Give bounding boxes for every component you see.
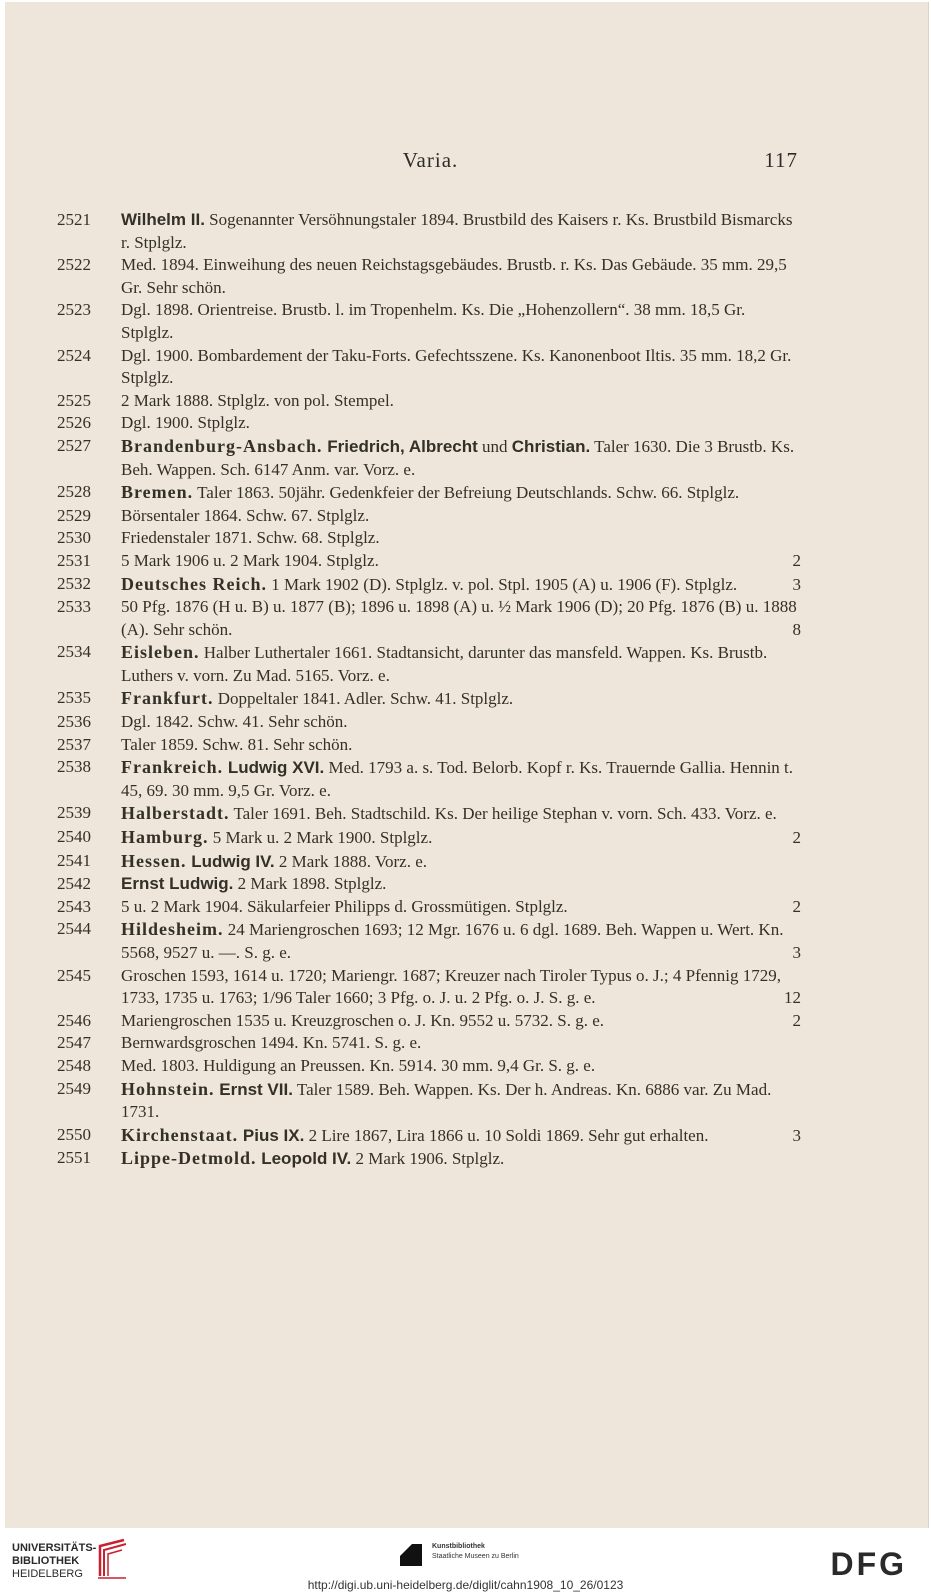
entry-text [121,254,801,299]
entry-price: 3 [792,1125,801,1145]
entry-description: Taler 1859. Schw. 81. Sehr schön. [121,734,353,754]
entry-text [121,1010,801,1033]
entry-price: 8 [792,619,801,639]
entry-subheading: Christian. [511,436,591,456]
entry-description: Groschen 1593, 1614 u. 1720; Mariengr. 1687; Kreuzer nach Tiroler Typus o. J.; 4 Pfennig 1729, 1733, 1735 u. 1763; 1/96 Taler 1660; 3 Pfg. o. J. u. 2 Pfg. o. J. S. g. e. [121,965,782,1008]
catalog-entry [57,550,801,573]
entry-text [121,873,801,896]
entry-text [121,390,801,413]
entry-text [121,299,801,344]
entry-heading: Wilhelm II. [121,210,205,229]
dfg-logo[interactable]: DFG [830,1546,907,1582]
entry-description: und [477,436,512,456]
entry-description: Taler 1691. Beh. Stadtschild. Ks. Der heilige Stephan v. vorn. Sch. 433. Vorz. e. [229,804,777,824]
catalog-entry [57,527,801,550]
entry-text [121,826,801,850]
entry-heading: Brandenburg-Ansbach. [121,435,323,456]
catalog-entry [57,826,801,850]
entry-text [121,412,801,435]
entry-number: 2541 [57,850,91,870]
catalog-entry [57,1055,801,1078]
catalog-entry [57,873,801,896]
entry-text [121,918,801,964]
catalog-entry [57,918,801,964]
ub-line1: UNIVERSITÄTS- [12,1542,97,1554]
entry-number: 2527 [57,435,91,455]
entry-heading: Ernst Ludwig. [121,874,234,894]
catalog-entry [57,756,801,802]
page-title: Varia. [402,148,459,172]
entry-number: 2548 [57,1055,91,1075]
entry-number: 2530 [57,528,91,548]
entry-subheading: Friedrich, Albrecht [322,436,478,456]
catalog-entry [57,1078,801,1124]
entry-description: Sogenannter Versöhnungstaler 1894. Brustbild des Kaisers r. Ks. Brustbild Bismarcks r. Stplglz. [121,210,793,252]
entry-number: 2526 [57,413,91,433]
catalog-entry [57,345,801,390]
entry-description: Dgl. 1898. Orientreise. Brustb. l. im Tropenhelm. Ks. Die „Hohenzollern“. 38 mm. 18,5 Gr. Stplglz. [121,300,746,342]
entry-number: 2551 [57,1148,91,1168]
catalog-entry [57,209,801,254]
catalog-entry [57,573,801,597]
entry-heading: Hamburg. [121,827,209,848]
entry-text [121,527,801,550]
entry-number: 2538 [57,757,91,777]
entry-description: Dgl. 1900. Stplglz. [121,413,250,433]
entry-price: 2 [792,1010,801,1030]
entry-number: 2532 [57,573,91,593]
entry-description: 1 Mark 1902 (D). Stplglz. v. pol. Stpl. 1905 (A) u. 1906 (F). Stplglz. [266,574,738,594]
catalog-entry [57,641,801,687]
ub-line2: BIBLIOTHEK [12,1555,80,1567]
ub-heidelberg-logo-icon[interactable] [94,1536,132,1582]
entry-description: Med. 1894. Einweihung des neuen Reichstagsgebäudes. Brustb. r. Ks. Das Gebäude. 35 mm. 29,5 Gr. Sehr schön. [121,255,787,297]
scanned-page [5,2,929,1528]
catalog-entry [57,711,801,734]
entry-number: 2522 [57,255,91,275]
footer-bar [0,1528,931,1594]
entry-number: 2521 [57,210,91,229]
entry-text [121,209,801,254]
entry-heading: Bremen. [121,482,194,503]
entry-price: 3 [792,943,801,962]
entry-subheading: Pius IX. [238,1125,305,1145]
entry-text [121,1124,801,1148]
entry-subheading: Leopold IV. [256,1149,352,1169]
entry-number: 2535 [57,688,91,708]
page-number: 117 [764,148,798,172]
catalog-entry [57,505,801,528]
entry-description: 5 Mark u. 2 Mark 1900. Stplglz. [208,828,433,848]
entry-subheading: Ernst VII. [214,1079,293,1099]
catalog-entry [57,734,801,757]
catalog-entry [57,1010,801,1033]
entry-heading: Frankfurt. [121,688,214,709]
catalog-entry [57,481,801,505]
entry-description: 2 Mark 1888. Vorz. e. [274,851,428,871]
catalog-entry [57,1124,801,1148]
entry-text [121,435,801,481]
catalog-entry [57,1032,801,1055]
ub-line3: HEIDELBERG [12,1568,83,1580]
entry-text [121,550,801,573]
catalog-entry [57,435,801,481]
entry-description: Friedenstaler 1871. Schw. 68. Stplglz. [121,528,380,548]
entry-description: 5 u. 2 Mark 1904. Säkularfeier Philipps d. Grossmütigen. Stplglz. [121,896,568,916]
entry-text [121,573,801,597]
permalink-url[interactable]: http://digi.ub.uni-heidelberg.de/diglit/cahn1908_10_26/0123 [307,1578,624,1592]
entry-description: 5 Mark 1906 u. 2 Mark 1904. Stplglz. [121,550,379,570]
entry-description: Mariengroschen 1535 u. Kreuzgroschen o. J. Kn. 9552 u. 5732. S. g. e. [121,1010,604,1030]
entry-text [121,481,801,505]
kunstbibliothek-label [432,1542,519,1562]
entry-number: 2525 [57,390,91,410]
catalog-entry [57,254,801,299]
entry-description: Bernwardsgroschen 1494. Kn. 5741. S. g. e. [121,1033,422,1053]
entry-text [121,1078,801,1124]
ub-heidelberg-label[interactable] [12,1542,96,1581]
entry-text [121,505,801,528]
entry-number: 2544 [57,919,91,939]
entry-description: Taler 1589. Beh. Wappen. Ks. Der h. Andreas. Kn. 6886 var. Zu Mad. 1731. [121,1079,772,1122]
kb-line1: Kunstbibliothek [432,1543,485,1550]
entry-number: 2543 [57,896,91,916]
entry-number: 2539 [57,803,91,823]
entry-heading: Hohnstein. [121,1078,215,1099]
entry-text [121,756,801,802]
entry-description: Börsentaler 1864. Schw. 67. Stplglz. [121,505,370,525]
entry-description: 24 Mariengroschen 1693; 12 Mgr. 1676 u. 6 dgl. 1689. Beh. Wappen u. Wert. Kn. 5568, 9527 u. —. S. g. e. [121,920,784,962]
entry-text [121,596,801,641]
entry-number: 2546 [57,1010,91,1030]
entry-text [121,802,801,826]
catalog-entry [57,412,801,435]
entry-description: Dgl. 1842. Schw. 41. Sehr schön. [121,712,348,732]
page-header [63,148,798,178]
entry-number: 2547 [57,1033,91,1053]
entry-description: Taler 1863. 50jähr. Gedenkfeier der Befreiung Deutschlands. Schw. 66. Stplglz. [193,483,740,503]
entry-description: 2 Mark 1888. Stplglz. von pol. Stempel. [121,390,394,410]
catalog-entry [57,1147,801,1171]
entry-description: 2 Lire 1867, Lira 1866 u. 10 Soldi 1869. Sehr gut erhalten. [304,1125,709,1145]
entry-heading: Deutsches Reich. [121,573,267,594]
entry-description: Dgl. 1900. Bombardement der Taku-Forts. Gefechtsszene. Ks. Kanonenboot Iltis. 35 mm. 18,2 Gr. Stplglz. [121,345,792,388]
entry-heading: Hildesheim. [121,919,224,940]
catalog-entry [57,299,801,344]
entry-description: 50 Pfg. 1876 (H u. B) u. 1877 (B); 1896 u. 1898 (A) u. ½ Mark 1906 (D); 20 Pfg. 1876 (B) u. 1888 (A). Sehr schön. [121,597,797,639]
kunstbibliothek-logo-icon[interactable] [398,1542,424,1568]
catalog-entry [57,965,801,1010]
catalog-entry [57,687,801,711]
entry-number: 2550 [57,1124,91,1144]
entry-price: 3 [792,574,801,594]
entry-text [121,345,801,390]
entry-number: 2529 [57,505,91,525]
entry-number: 2536 [57,712,91,732]
entry-number: 2523 [57,300,91,320]
entry-text [121,850,801,874]
entry-number: 2534 [57,642,91,662]
entry-price: 12 [784,988,801,1008]
entry-text [121,896,801,919]
entry-text [121,734,801,757]
entry-price: 2 [792,828,801,848]
entry-description: Halber Luthertaler 1661. Stadtansicht, darunter das mansfeld. Wappen. Ks. Brustb. Luthers v. vorn. Zu Mad. 5165. Vorz. e. [121,643,768,685]
entry-description: 2 Mark 1906. Stplglz. [351,1149,505,1169]
entry-heading: Hessen. [121,850,187,871]
entry-text [121,687,801,711]
kb-line2: Staatliche Museen zu Berlin [432,1553,519,1560]
catalog-entry [57,596,801,641]
catalog-entry [57,390,801,413]
entry-description: Doppeltaler 1841. Adler. Schw. 41. Stplglz. [213,689,514,709]
entry-description: 2 Mark 1898. Stplglz. [233,874,387,894]
entry-number: 2540 [57,827,91,847]
entry-description: Med. 1803. Huldigung an Preussen. Kn. 5914. 30 mm. 9,4 Gr. S. g. e. [121,1055,596,1075]
entry-heading: Kirchenstaat. [121,1124,239,1145]
entry-number: 2545 [57,965,91,985]
entry-heading: Eisleben. [121,642,200,663]
entry-number: 2537 [57,734,91,754]
entry-text [121,1055,801,1078]
entry-number: 2524 [57,345,91,365]
entry-price: 2 [792,550,801,570]
entry-number: 2549 [57,1078,91,1098]
entry-number: 2531 [57,550,91,570]
entry-text [121,711,801,734]
entry-text [121,641,801,687]
entry-number: 2528 [57,482,91,502]
catalog-entry [57,850,801,874]
entry-subheading: Ludwig XVI. [223,758,325,778]
entry-price: 2 [792,896,801,916]
catalog-entry [57,802,801,826]
entry-number: 2542 [57,874,91,894]
entry-description: Taler 1630. Die 3 Brustb. Ks. Beh. Wappen. Sch. 6147 Anm. var. Vorz. e. [121,436,795,479]
entry-text [121,965,801,1010]
entry-text [121,1147,801,1171]
entry-heading: Frankreich. [121,757,224,778]
entry-heading: Lippe-Detmold. [121,1148,257,1169]
entry-heading: Halberstadt. [121,803,230,824]
catalog-entry [57,896,801,919]
entry-description: Med. 1793 a. s. Tod. Belorb. Kopf r. Ks. Trauernde Gallia. Hennin t. 45, 69. 30 mm. 9,5 Gr. Vorz. e. [121,758,794,800]
entry-number: 2533 [57,597,91,617]
entry-text [121,1032,801,1055]
catalog-entries [57,209,801,1171]
entry-subheading: Ludwig IV. [186,851,275,871]
